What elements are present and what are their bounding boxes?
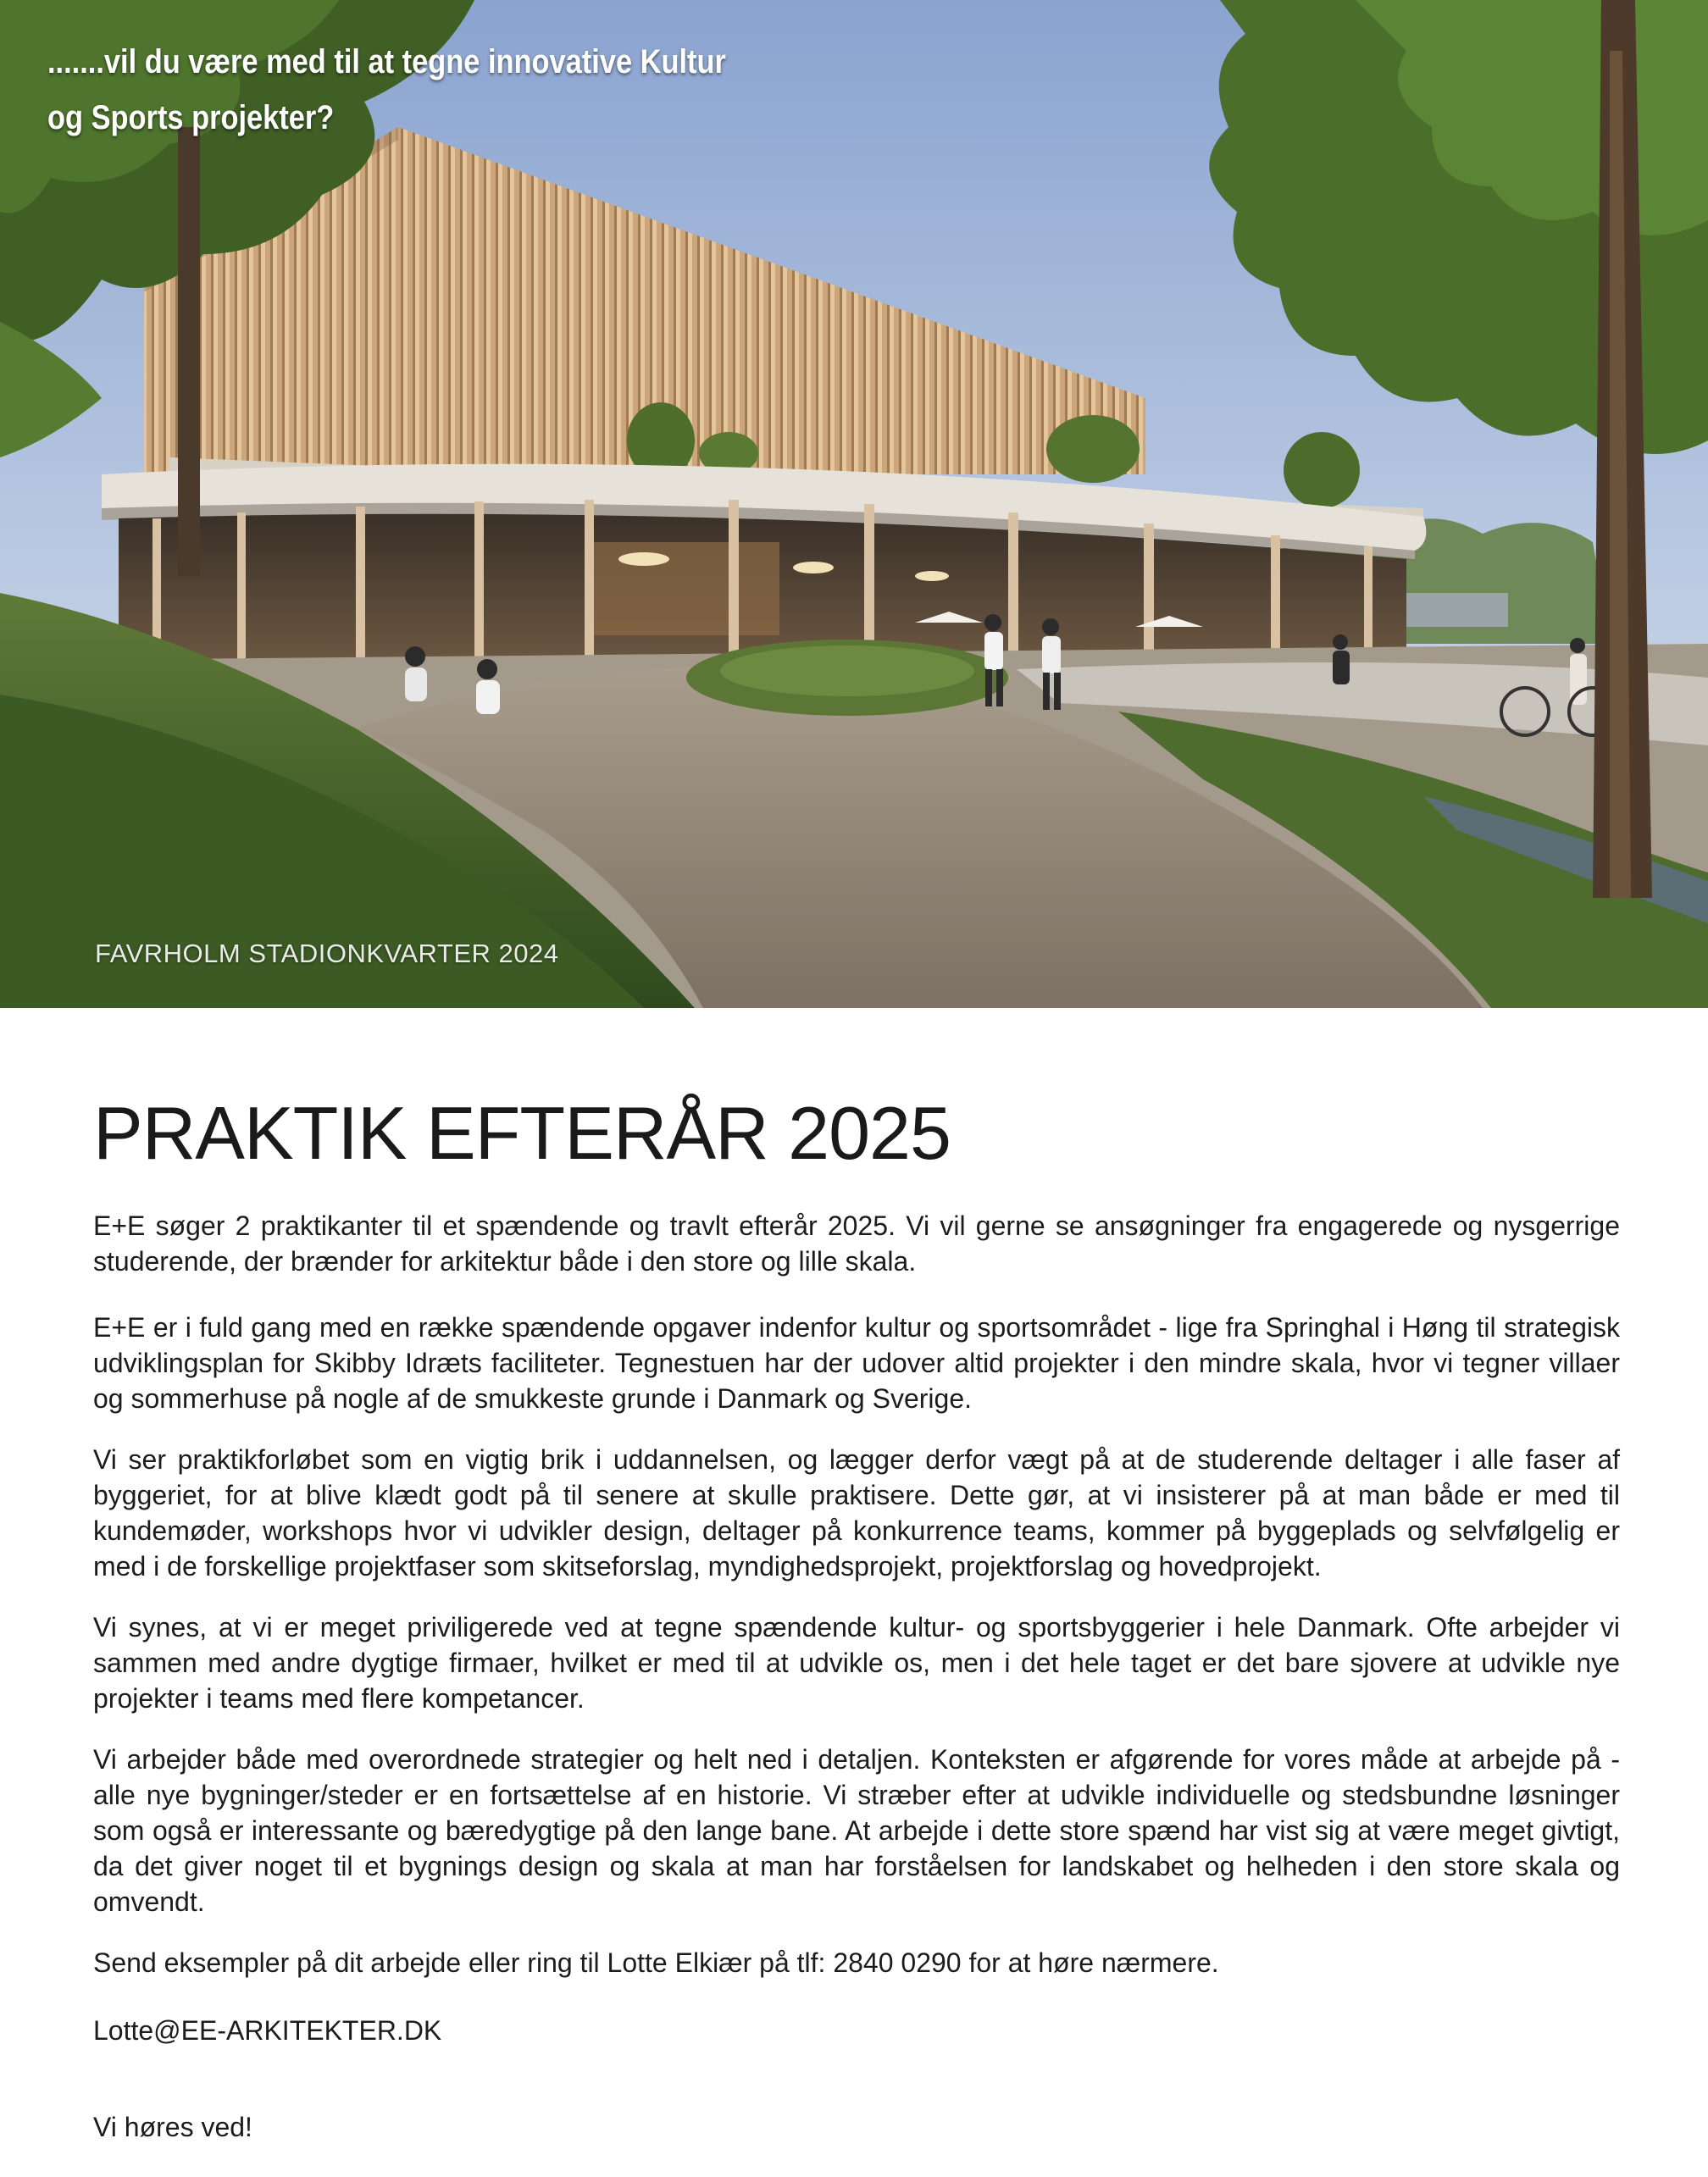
signoff: Vi høres ved! bbox=[93, 2112, 252, 2142]
paragraph-intro: E+E søger 2 praktikanter til et spændende og travlt efterår 2025. Vi vil gerne se ansøgninger fra engagerede og nysgerrige studerende, der brænder for arkitektur både i den store og lille skala. bbox=[93, 1210, 1620, 1277]
page-title: PRAKTIK EFTERÅR 2025 bbox=[93, 1091, 951, 1175]
hero-tagline-line-2: og Sports projekter? bbox=[47, 99, 335, 136]
paragraph-projects: E+E er i fuld gang med en række spændende opgaver indenfor kultur og sportsområdet - lige fra Springhal i Høng til strategisk udviklingsplan for Skibby Idræts faciliteter. Tegnestuen har der udover altid projekter i den mindre skala, hvor vi tegner villaer og sommerhuse på nogle af de smukkeste grunde i Danmark og Sverige. bbox=[93, 1312, 1620, 1414]
hero-image bbox=[0, 0, 1708, 1008]
hero-tagline-line-1: .......vil du være med til at tegne innovative Kultur bbox=[47, 43, 726, 80]
image-caption: FAVRHOLM STADIONKVARTER 2024 bbox=[95, 939, 559, 968]
building-rendering bbox=[0, 0, 1708, 1008]
hero-tagline bbox=[47, 34, 776, 146]
document-body bbox=[93, 1093, 1620, 2177]
contact-line: Send eksempler på dit arbejde eller ring til Lotte Elkiær på tlf: 2840 0290 for at høre nærmere. bbox=[93, 1947, 1219, 1978]
paragraph-approach: Vi arbejder både med overordnede strategier og helt ned i detaljen. Konteksten er afgørende for vores måde at arbejde på - alle nye bygninger/steder er en fortsættelse af en historie. Vi stræber efter at udvikle individuelle og stedsbundne løsninger som også er interessante og bæredygtige på den lange bane. At arbejde i dette store spænd har vist sig at være meget givtigt, da det giver noget til et bygnings design og skala at man har forståelsen for landskabet og helheden i den store skala og omvendt. bbox=[93, 1744, 1620, 1917]
paragraph-internship: Vi ser praktikforløbet som en vigtig brik i uddannelsen, og lægger derfor vægt på at de studerende deltager i alle faser af byggeriet, for at blive klædt godt på til senere at skulle praktisere. Dette gør, at vi insisterer på at man både er med til kundemøder, workshops hvor vi udvikler design, deltager på konkurrence teams, kommer på byggeplads og selvfølgelig er med i de forskellige projektfaser som skitseforslag, myndighedsprojekt, projektforslag og hovedprojekt. bbox=[93, 1444, 1620, 1582]
paragraph-collaboration: Vi synes, at vi er meget priviligerede ved at tegne spændende kultur- og sportsbyggerier i hele Danmark. Ofte arbejder vi sammen med andre dygtige firmaer, hvilket er med til at udvikle os, men i det hele taget er det bare sjovere at udvikle nye projekter i teams med flere kompetancer. bbox=[93, 1612, 1620, 1714]
email-link[interactable]: Lotte@EE-ARKITEKTER.DK bbox=[93, 2015, 442, 2046]
